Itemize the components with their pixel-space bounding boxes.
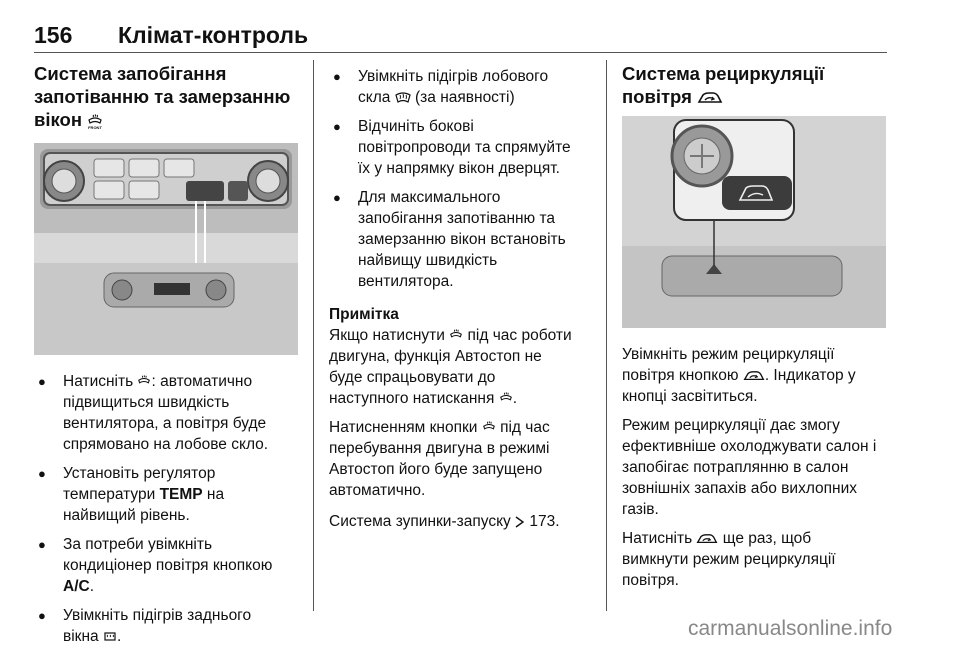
section-title-defrost: Система запобігання запотіванню та замерзанню вікон FRONT	[34, 63, 291, 130]
list-item: ● Увімкніть підігрів лобового скла (за наявності)	[333, 68, 549, 106]
front-defrost-icon	[449, 328, 463, 343]
list-item: ● Відчиніть бокові повітропроводи та спрямуйте їх у напрямку вікон дверцят.	[333, 118, 571, 177]
section-title-recirculation: Система рециркуляції повітря	[622, 63, 825, 107]
note-paragraph-2: Натисненням кнопки під час перебування двигуна в режимі Автостоп його буде запущено автоматично.	[329, 419, 550, 499]
list-item: ● Для максимального запобігання запотіванню та замерзанню вікон встановіть найвищу швидкість вентилятора.	[333, 189, 566, 290]
climate-panel-image	[34, 143, 298, 355]
list-item: ● Натисніть : автоматично підвищиться швидкість вентилятора, а повітря буде спрямовано на лобове скло.	[38, 373, 269, 453]
svg-text:FRONT: FRONT	[88, 124, 103, 130]
cross-reference[interactable]: Система зупинки-запуску 173.	[329, 513, 560, 530]
front-defrost-icon	[482, 420, 496, 435]
heated-windscreen-icon	[395, 91, 411, 104]
recirculation-illustration	[622, 116, 886, 328]
right-column	[622, 62, 894, 599]
note-paragraph-1: Якщо натиснути під час роботи двигуна, функція Автостоп не буде спрацьовувати до наступного натискання .	[329, 327, 572, 407]
front-defrost-icon	[499, 391, 513, 406]
header-rule	[34, 52, 887, 53]
front-defrost-icon	[87, 113, 103, 130]
watermark: carmanualsonline.info	[688, 617, 893, 640]
list-item: ● За потреби увімкніть кондиціонер повітря кнопкою A/C.	[38, 536, 273, 595]
page-title: Клімат-контроль	[118, 22, 309, 48]
recirculation-paragraph-2: Режим рециркуляції дає змогу ефективніше охолоджувати салон і запобігає потраплянню в салон зовнішніх запахів або вихлопних газів.	[622, 417, 877, 518]
left-column	[34, 62, 299, 655]
page-reference-arrow-icon	[515, 516, 525, 528]
recirculation-button-image	[622, 116, 886, 328]
climate-control-illustration	[34, 143, 298, 355]
middle-column	[329, 66, 597, 540]
page-number: 156	[34, 22, 73, 48]
note-heading: Примітка	[329, 306, 399, 323]
defrost-steps-continued	[329, 66, 597, 292]
recirculation-icon	[696, 533, 718, 545]
recirculation-paragraph-1: Увімкніть режим рециркуляції повітря кнопкою . Індикатор у кнопці засвітиться.	[622, 346, 856, 405]
list-item: ● Установіть регулятор температури TEMP на найвищий рівень.	[38, 465, 225, 524]
defrost-steps	[34, 371, 299, 647]
column-divider-1	[313, 60, 314, 611]
recirculation-icon	[697, 91, 723, 105]
recirculation-paragraph-3: Натисніть ще раз, щоб вимкнути режим рециркуляції повітря.	[622, 530, 836, 589]
list-item: ● Увімкніть підігрів заднього вікна .	[38, 607, 252, 645]
column-divider-2	[606, 60, 607, 611]
recirculation-icon	[743, 370, 765, 382]
front-defrost-icon	[137, 374, 151, 389]
